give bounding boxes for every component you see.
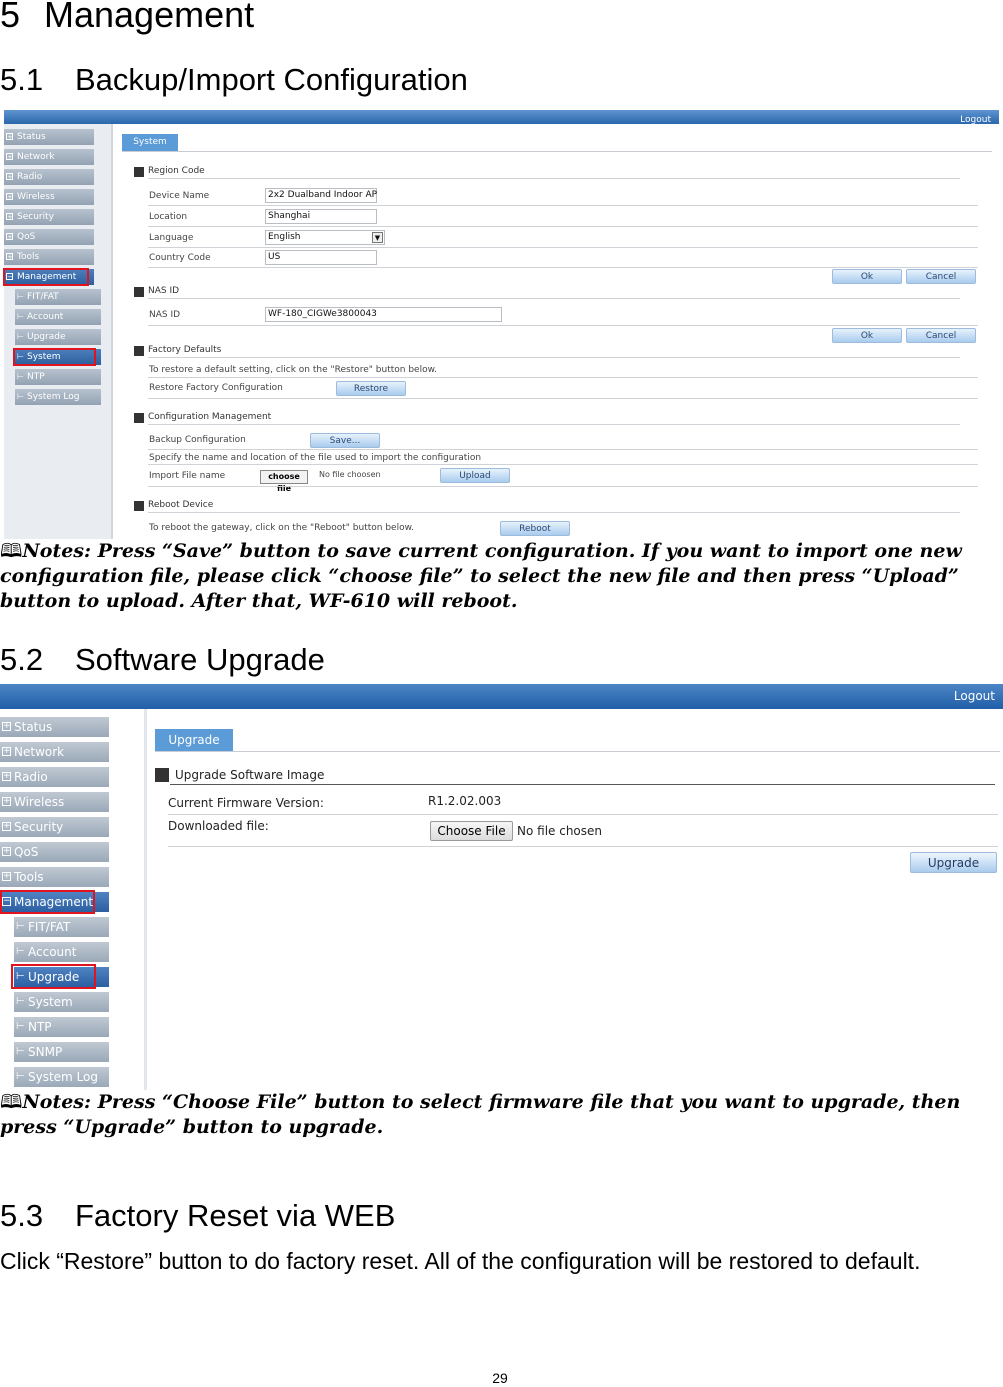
section-heading-5-1 [0,62,468,98]
device-name-label: Device Name [149,191,210,201]
divider [122,151,992,152]
sidebar-subitem-system-log[interactable]: ⊢ System Log [14,1067,109,1087]
divider [170,784,995,785]
divider [148,298,960,299]
restore-button[interactable]: Restore [336,381,406,396]
section-nas-id: NAS ID [134,286,179,296]
section-heading-5-3 [0,1198,395,1234]
note-backup: 🕮Notes: Press “Save” button to save current configuration. If you want to import one new configuration file, please click “choose file” to select the new file and then press “Upload” button to upload. After that, WF-610 will reboot. [0,540,962,612]
expand-icon: + [7,153,13,161]
divider [168,846,998,847]
highlight-box [11,964,96,989]
collapse-icon: − [3,896,11,906]
collapse-icon: − [7,273,13,281]
save-button[interactable]: Save... [310,433,380,448]
section-number: 5.3 [0,1198,44,1233]
sidebar-item-wireless[interactable]: + Wireless [4,189,94,205]
upgrade-screenshot [0,684,1003,1090]
sidebar-subitem-upgrade[interactable]: ⊢ Upgrade [15,329,101,345]
highlight-box [0,890,95,914]
sidebar-subitem-fitfat[interactable]: ⊢ FIT/FAT [15,289,101,305]
expand-icon: + [7,173,13,181]
section-number: 5.1 [0,62,44,97]
book-icon: 🕮 [0,1091,23,1113]
divider [148,205,978,206]
expand-icon: + [3,871,11,881]
section-title: Software Upgrade [75,642,325,677]
device-name-field[interactable]: 2x2 Dualband Indoor AP [265,188,377,203]
chapter-heading [0,0,254,36]
tab-upgrade[interactable]: Upgrade [155,729,233,751]
sidebar-item-tools[interactable]: + Tools [4,249,94,265]
expand-icon: + [7,233,13,241]
factory-reset-paragraph: Click “Restore” button to do factory reset. All of the configuration will be restored to default. [0,1248,921,1274]
tab-system[interactable]: System [122,134,178,151]
logout-link[interactable]: Logout [953,689,995,703]
sidebar-subitem-account[interactable]: ⊢ Account [15,309,101,325]
backup-config-label: Backup Configuration [149,435,246,445]
ok-button[interactable]: Ok [832,328,902,343]
cancel-button[interactable]: Cancel [906,328,976,343]
reboot-hint: To reboot the gateway, click on the "Reboot" button below. [149,523,414,533]
sidebar-item-security[interactable]: + Security [0,817,109,837]
sidebar-item-qos[interactable]: + QoS [0,842,109,862]
sidebar-item-tools[interactable]: + Tools [0,867,109,887]
location-label: Location [149,212,188,222]
divider [148,449,978,450]
sidebar-subitem-snmp[interactable]: ⊢ SNMP [14,1042,109,1062]
chapter-number: 5 [0,0,21,35]
divider [168,814,998,815]
sidebar-item-radio[interactable]: + Radio [0,767,109,787]
highlight-box [13,348,96,366]
divider [148,424,960,425]
choose-file-button[interactable]: choose file [260,470,308,484]
factory-hint: To restore a default setting, click on the "Restore" button below. [149,365,437,375]
sidebar-subitem-account[interactable]: ⊢ Account [14,942,109,962]
sidebar-subitem-ntp[interactable]: ⊢ NTP [14,1017,109,1037]
section-reboot-device: Reboot Device [134,500,213,510]
sidebar-item-management[interactable]: − Management [0,892,109,912]
divider [148,486,978,487]
import-hint: Specify the name and location of the file used to import the configuration [149,453,482,463]
no-file-text: No file choosen [319,470,381,479]
sidebar-subitem-system[interactable]: ⊢ System [14,992,109,1012]
top-bar [0,684,1003,709]
section-config-management: Configuration Management [134,412,271,422]
expand-icon: + [7,253,13,261]
sidebar-subitem-ntp[interactable]: ⊢ NTP [15,369,101,385]
sidebar-item-radio[interactable]: + Radio [4,169,94,185]
expand-icon: + [3,746,11,756]
country-code-label: Country Code [149,253,211,263]
section-number: 5.2 [0,642,44,677]
divider [148,398,978,399]
restore-factory-label: Restore Factory Configuration [149,383,283,393]
sidebar-item-management[interactable]: − Management [4,269,94,285]
cancel-button[interactable]: Cancel [906,269,976,284]
expand-icon: + [3,846,11,856]
language-select[interactable]: English ▼ [265,230,385,245]
expand-icon: + [3,821,11,831]
firmware-version-value: R1.2.02.003 [428,794,502,808]
nas-id-label: NAS ID [149,310,181,320]
top-bar [4,110,999,124]
sidebar-item-network[interactable]: + Network [0,742,109,762]
divider [148,464,978,465]
language-label: Language [149,233,194,243]
expand-icon: + [3,771,11,781]
expand-icon: + [3,721,11,731]
sidebar-subitem-upgrade[interactable]: ⊢ Upgrade [14,967,109,987]
upload-button[interactable]: Upload [440,468,510,483]
divider [148,325,978,326]
expand-icon: + [7,133,13,141]
divider [148,247,978,248]
sidebar-item-network[interactable]: + Network [4,149,94,165]
highlight-box [3,268,89,286]
divider [155,751,1000,752]
section-region-code: Region Code [134,166,205,176]
section-title: Backup/Import Configuration [75,62,468,97]
country-code-field[interactable]: US [265,250,377,265]
chapter-title: Management [44,0,255,35]
downloaded-file-label: Downloaded file: [168,819,269,833]
sidebar-subitem-system[interactable]: ⊢ System [15,349,101,365]
chevron-down-icon: ▼ [372,232,383,243]
section-title: Factory Reset via WEB [75,1198,396,1233]
sidebar-item-qos[interactable]: + QoS [4,229,94,245]
note-upgrade: 🕮Notes: Press “Choose File” button to select firmware file that you want to upgrade, then press “Upgrade” button to upgrade. [0,1091,961,1138]
expand-icon: + [7,213,13,221]
sidebar-item-wireless[interactable]: + Wireless [0,792,109,812]
divider [148,357,960,358]
section-heading-5-2 [0,642,325,678]
sidebar-item-status[interactable]: + Status [4,129,94,145]
nas-id-field[interactable]: WF-180_CIGWe3800043 [265,307,502,322]
no-file-text: No file chosen [517,824,603,838]
sidebar-subitem-system-log[interactable]: ⊢ System Log [15,389,101,405]
section-factory-defaults: Factory Defaults [134,345,221,355]
page-number: 29 [492,1370,508,1386]
logout-link[interactable]: Logout [960,115,991,125]
choose-file-button[interactable]: Choose File [430,821,513,841]
book-icon: 🕮 [0,540,23,562]
divider [148,377,978,378]
firmware-version-label: Current Firmware Version: [168,796,324,810]
ok-button[interactable]: Ok [832,269,902,284]
upgrade-button[interactable]: Upgrade [910,852,997,873]
divider [148,267,978,268]
expand-icon: + [3,796,11,806]
divider [148,178,960,179]
reboot-button[interactable]: Reboot [500,521,570,536]
sidebar-item-status[interactable]: + Status [0,717,109,737]
sidebar-item-security[interactable]: + Security [4,209,94,225]
location-field[interactable]: Shanghai [265,209,377,224]
import-file-label: Import File name [149,471,226,481]
section-upgrade-software-image: Upgrade Software Image [155,768,324,782]
divider [148,512,960,513]
divider [148,226,978,227]
system-config-screenshot [0,107,1003,539]
sidebar-subitem-fitfat[interactable]: ⊢ FIT/FAT [14,917,109,937]
expand-icon: + [7,193,13,201]
